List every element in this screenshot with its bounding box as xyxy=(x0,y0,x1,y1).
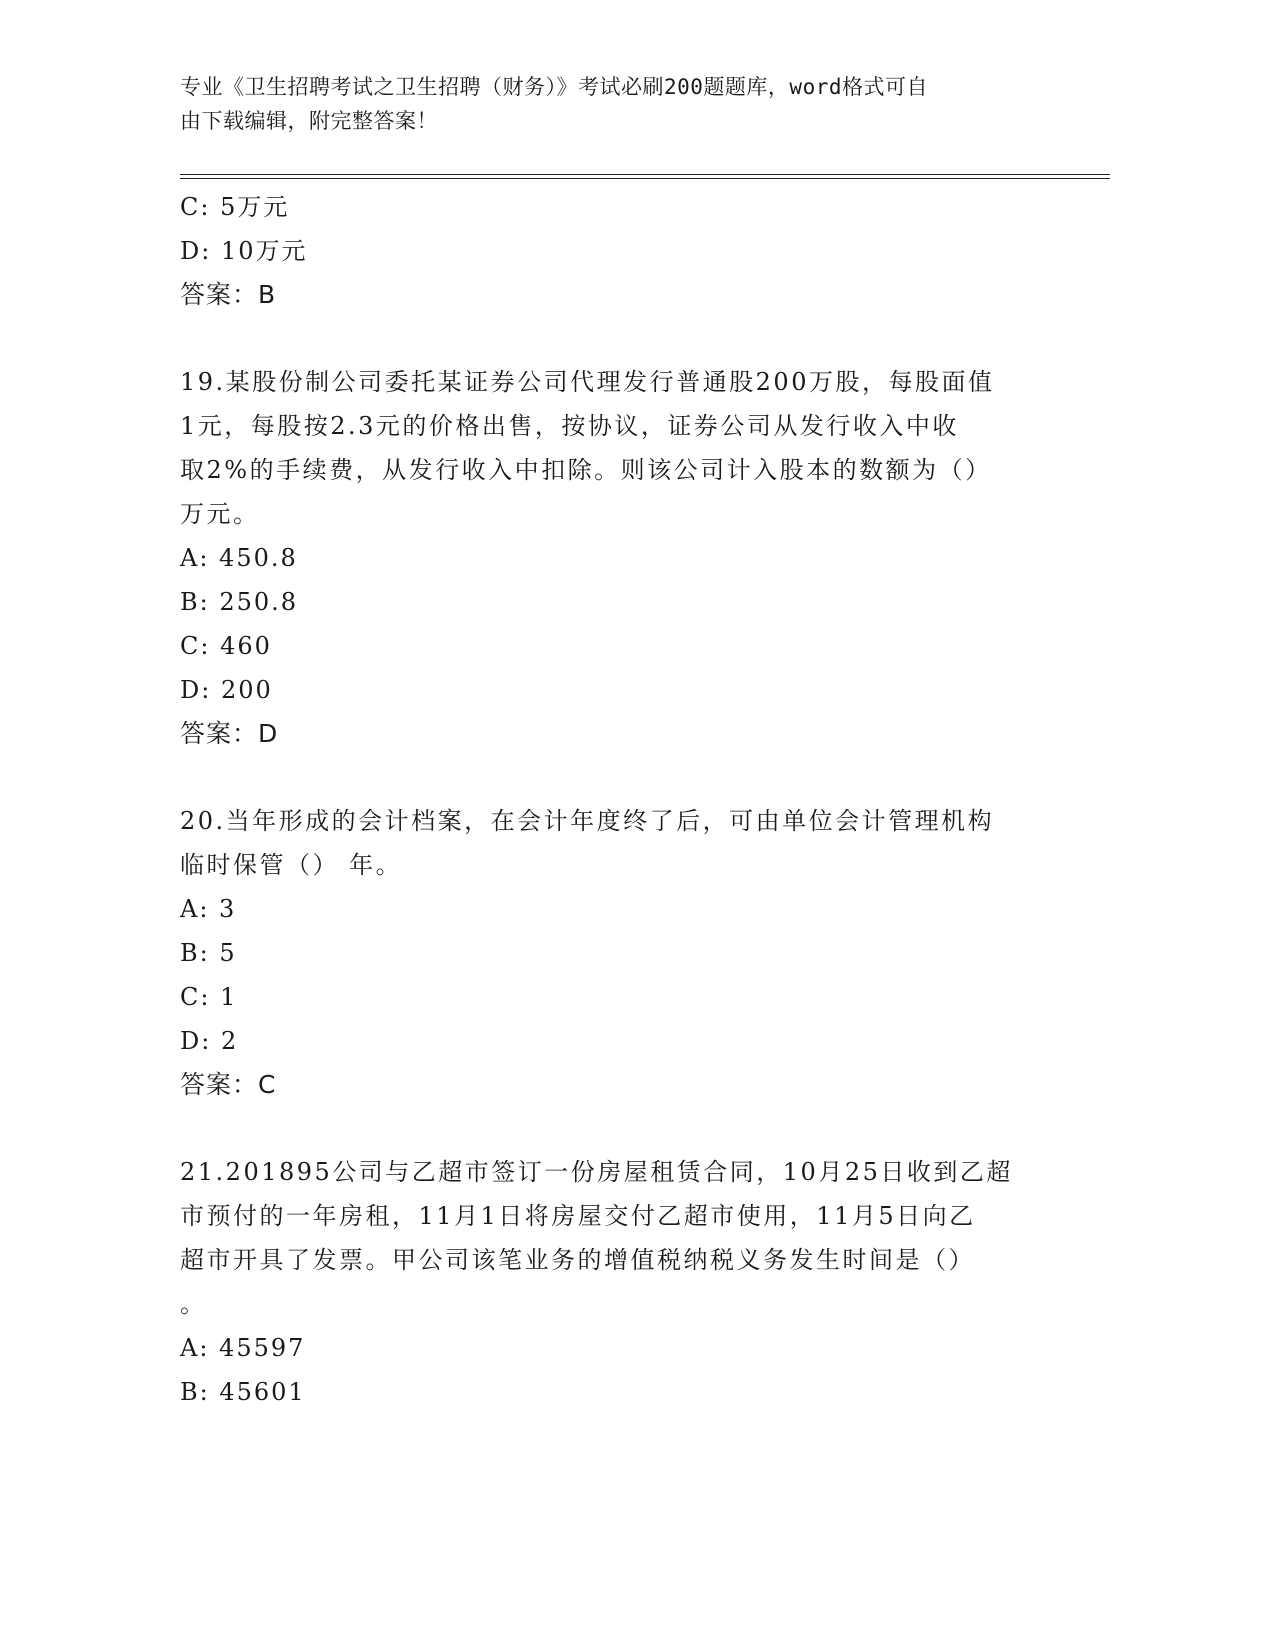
option-c: C: 460 xyxy=(180,632,272,660)
option-d: D: 2 xyxy=(180,1027,239,1055)
option-b: B: 250.8 xyxy=(180,588,299,616)
question-line: 21.201895公司与乙超市签订一份房屋租赁合同，10月25日收到乙超 xyxy=(180,1158,1013,1186)
question-line: 20.当年形成的会计档案，在会计年度终了后，可由单位会计管理机构 xyxy=(180,807,995,835)
option-a: A: 450.8 xyxy=(180,544,298,572)
question-19 xyxy=(180,360,1110,756)
option-c: C: 5万元 xyxy=(180,193,290,221)
answer-label: 答案：D xyxy=(180,719,279,748)
document-header xyxy=(180,70,1040,138)
answer-label: 答案：B xyxy=(180,280,277,309)
option-b: B: 45601 xyxy=(180,1378,306,1406)
option-d: D: 200 xyxy=(180,676,273,704)
question-line: 。 xyxy=(180,1290,207,1318)
question-line: 19.某股份制公司委托某证券公司代理发行普通股200万股，每股面值 xyxy=(180,368,995,396)
header-divider xyxy=(180,174,1110,179)
question-line: 临时保管（） 年。 xyxy=(180,851,403,879)
question-18-tail xyxy=(180,185,1110,317)
option-a: A: 3 xyxy=(180,895,237,923)
question-text xyxy=(180,1150,1110,1326)
header-title-line-1: 专业《卫生招聘考试之卫生招聘（财务）》考试必刷200题题库，word格式可自 xyxy=(180,75,928,99)
question-line: 市预付的一年房租，11月1日将房屋交付乙超市使用，11月5日向乙 xyxy=(180,1202,976,1230)
question-line: 超市开具了发票。甲公司该笔业务的增值税纳税义务发生时间是（） xyxy=(180,1246,975,1274)
question-line: 万元。 xyxy=(180,500,260,528)
option-b: B: 5 xyxy=(180,939,237,967)
question-text xyxy=(180,360,1110,536)
option-c: C: 1 xyxy=(180,983,238,1011)
question-line: 取2%的手续费，从发行收入中扣除。则该公司计入股本的数额为（） xyxy=(180,456,992,484)
question-20 xyxy=(180,799,1110,1107)
option-d: D: 10万元 xyxy=(180,237,308,265)
header-title-line-2: 由下载编辑，附完整答案！ xyxy=(180,109,438,133)
question-21 xyxy=(180,1150,1110,1414)
question-line: 1元，每股按2.3元的价格出售，按协议，证券公司从发行收入中收 xyxy=(180,412,959,440)
answer-label: 答案：C xyxy=(180,1070,277,1099)
question-text xyxy=(180,799,1110,887)
document-body xyxy=(180,185,1110,1414)
document-page xyxy=(180,70,1110,1414)
option-a: A: 45597 xyxy=(180,1334,306,1362)
